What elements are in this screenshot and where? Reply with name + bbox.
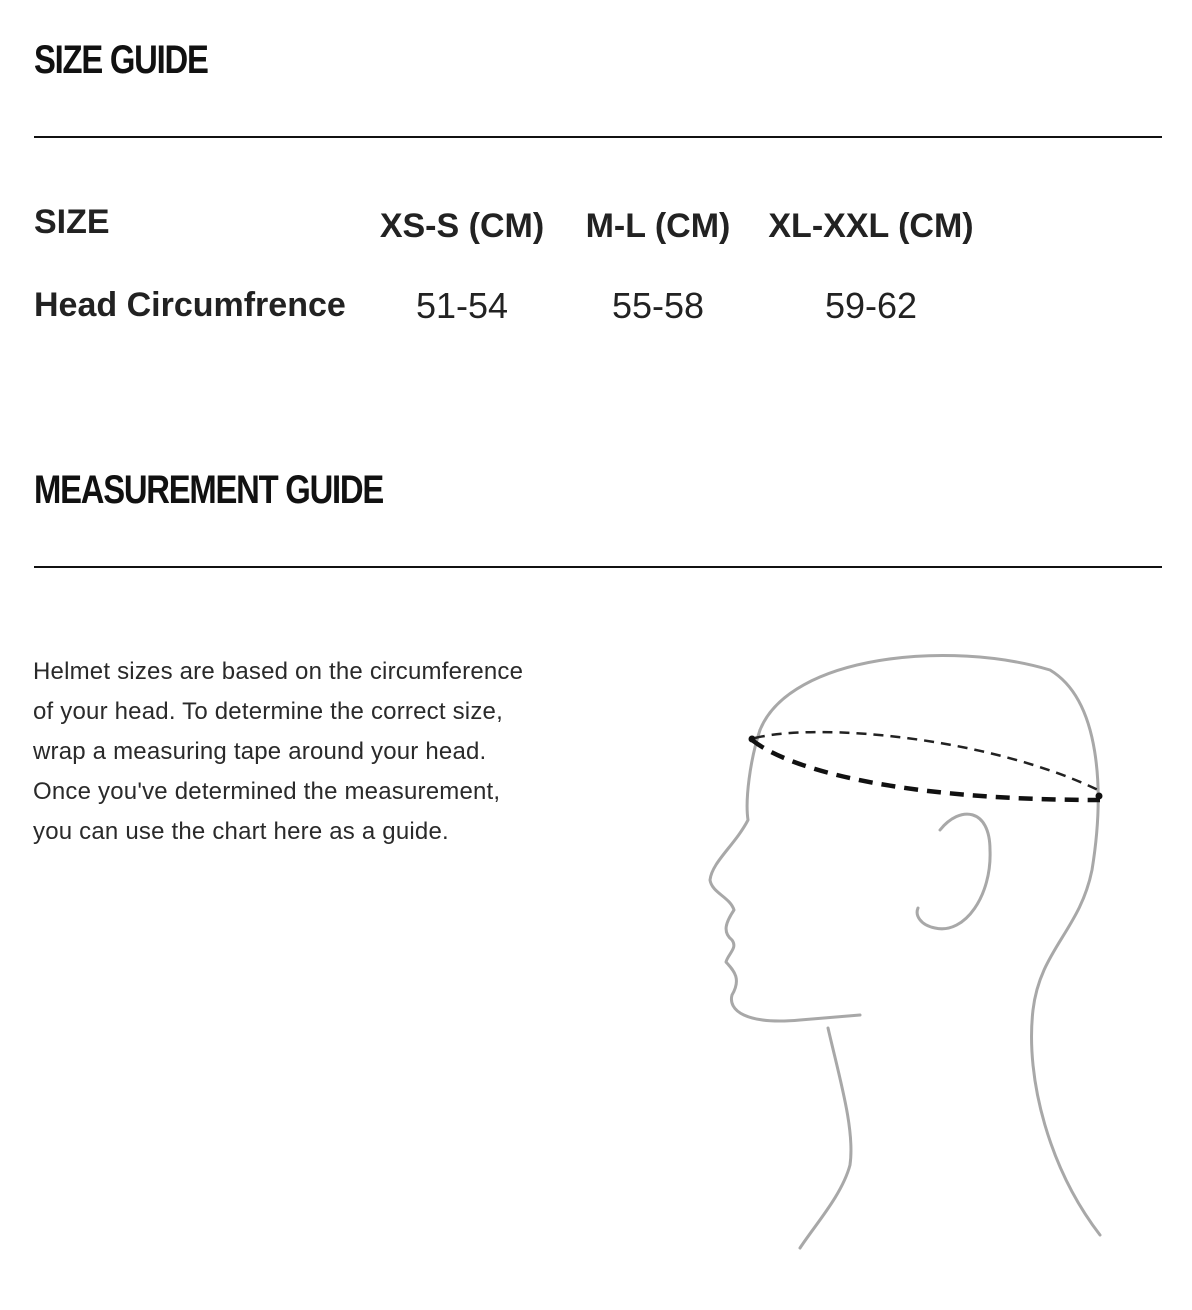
neck-front-outline: [800, 1028, 851, 1248]
column-header-xl-xxl: XL-XXL (CM): [768, 207, 974, 245]
measurement-guide-title: MEASUREMENT GUIDE: [34, 468, 384, 512]
head-measurement-illustration: [690, 640, 1130, 1260]
value-xs-s: 51-54: [415, 285, 509, 326]
tape-end-left: [749, 736, 756, 743]
tape-back-dashes: [755, 732, 1098, 790]
head-circumference-label: Head Circumfrence: [34, 286, 346, 324]
instruction-line: of your head. To determine the correct size,: [33, 698, 503, 725]
tape-end-right: [1096, 793, 1103, 800]
column-header-xs-s: XS-S (CM): [379, 207, 545, 245]
value-xl-xxl: 59-62: [824, 285, 918, 326]
size-guide-title: SIZE GUIDE: [34, 38, 208, 82]
ear-outline: [917, 814, 990, 929]
instruction-line: Helmet sizes are based on the circumference: [33, 658, 524, 685]
measurement-instructions: [33, 652, 573, 852]
column-header-m-l: M-L (CM): [585, 207, 731, 245]
instruction-line: wrap a measuring tape around your head.: [33, 738, 487, 765]
measurement-guide-divider: [34, 566, 1162, 568]
value-m-l: 55-58: [611, 285, 705, 326]
instruction-line: Once you've determined the measurement,: [33, 778, 501, 805]
size-guide-divider: [34, 136, 1162, 138]
size-row-header-label: SIZE: [34, 203, 110, 241]
instruction-line: you can use the chart here as a guide.: [33, 818, 449, 845]
